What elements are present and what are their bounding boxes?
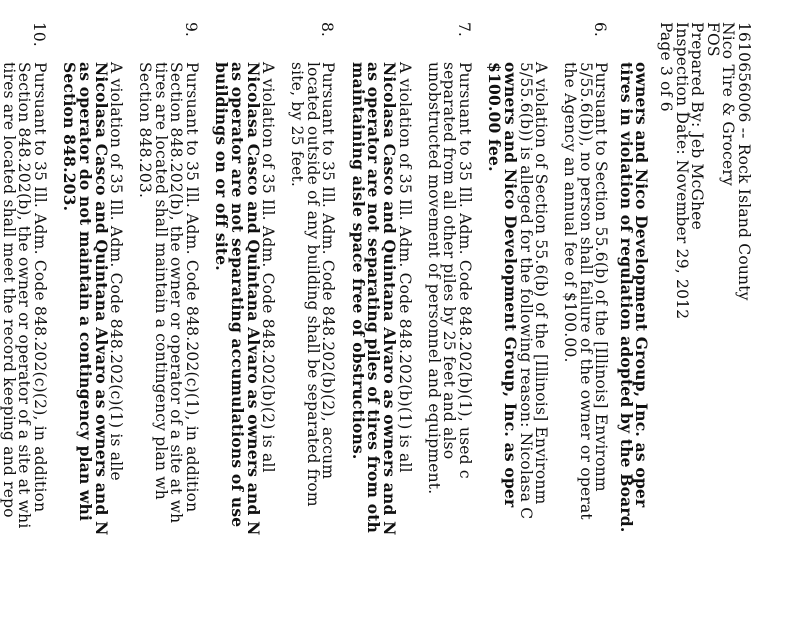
header-line: FOS bbox=[703, 22, 722, 57]
body-line: Nicolasa Casco and Quintana Alvaro as owners and N bbox=[91, 62, 111, 536]
body-line: Section 848.202(b), the owner or operator of a site at wh bbox=[167, 62, 186, 524]
header-line: 1610656006 -- Rock Island County bbox=[735, 22, 753, 301]
body-line: as operator are not separating accumulations of use bbox=[228, 62, 248, 528]
body-line: A violation of Section 55.6(b) of the [Illinois] Environm bbox=[532, 62, 551, 505]
body-line: maintaining aisle space free of obstructions. bbox=[348, 62, 368, 460]
body-line: Pursuant to 35 Ill. Adm. Code 848.202(c)(1), in addition bbox=[182, 62, 201, 513]
body-line: Pursuant to 35 Ill. Adm. Code 848.202(b)(1), used c bbox=[455, 62, 474, 479]
body-line: $100.00 fee. bbox=[485, 62, 505, 172]
body-line: Section 848.202(b), the owner or operator of a site at whi bbox=[15, 62, 34, 529]
body-line: Section 848.203. bbox=[60, 62, 80, 212]
header-line: Page 3 of 6 bbox=[657, 22, 675, 112]
item-number: 9. bbox=[181, 22, 200, 37]
body-line: 5/55.6(b)) is alleged for the following reason: Nicolasa C bbox=[516, 62, 535, 520]
body-line: as operator are not separating piles of tires from oth bbox=[364, 62, 384, 534]
body-line: A violation of 35 Ill. Adm. Code 848.202(c)(1) is alle bbox=[107, 62, 126, 481]
body-line: tires are located shall maintain a contingency plan wh bbox=[151, 62, 170, 500]
body-line: unobstructed movement of personnel and equipment. bbox=[424, 62, 443, 495]
item-number: 6. bbox=[591, 22, 610, 37]
body-line bbox=[0, 62, 1, 149]
body-line: tires in violation of regulation adopted by the Board. bbox=[616, 62, 636, 533]
body-line: Section 848.203. bbox=[136, 62, 155, 199]
header-line: Inspection Date: November 29, 2012 bbox=[672, 22, 691, 320]
body-line: separated from all other piles by 25 feet and also bbox=[440, 62, 459, 460]
body-line: A violation of 35 Ill. Adm. Code 848.202(b)(1) is all bbox=[395, 62, 414, 473]
body-line: owners and Nico Development Group, Inc. as oper bbox=[500, 62, 520, 508]
item-number: 8. bbox=[318, 22, 337, 37]
header-line: Nico Tire & Grocery bbox=[719, 22, 738, 186]
body-line: Nicolasa Casco and Quintana Alvaro as owners and N bbox=[243, 62, 263, 536]
header-line: Prepared By: Jeb McGhee bbox=[688, 22, 707, 230]
body-line: Nicolasa Casco and Quintana Alvaro as owners and N bbox=[380, 62, 400, 536]
item-number: 10. bbox=[29, 22, 48, 47]
body-line: tires are located shall meet the record keeping and repo bbox=[0, 62, 18, 518]
body-line: buildings on or off site. bbox=[212, 62, 232, 271]
body-line: site, by 25 feet. bbox=[288, 62, 307, 188]
body-line: Pursuant to Section 55.6(b) of the [Illinois] Environm bbox=[592, 62, 611, 492]
body-line: A violation of 35 Ill. Adm. Code 848.202(b)(2) is all bbox=[259, 62, 278, 473]
item-number: 7. bbox=[454, 22, 473, 37]
body-line: as operator do not maintain a contingency plan whi bbox=[75, 62, 95, 522]
body-line: Pursuant to 35 Ill. Adm. Code 848.202(b)(2), accum bbox=[319, 62, 338, 480]
body-line: Pursuant to 35 Ill. Adm. Code 848.202(c)(2), in addition bbox=[30, 62, 49, 513]
body-line: owners and Nico Development Group, Inc. as oper bbox=[632, 62, 652, 508]
body-line: 5/55.6(b)), no person shall failure of the owner or operat bbox=[576, 62, 595, 520]
body-line: located outside of any building shall be separated from bbox=[303, 62, 322, 507]
body-line: the Agency an annual fee of $100.00. bbox=[561, 62, 579, 363]
